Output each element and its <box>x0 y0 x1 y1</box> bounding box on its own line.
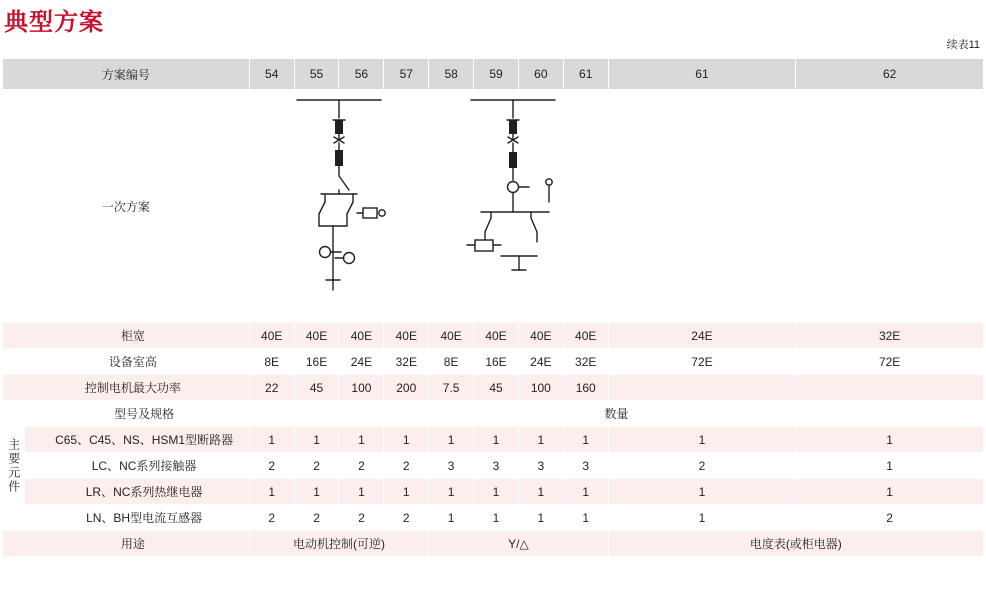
header-col-58: 58 <box>429 59 474 90</box>
circuit-diagram-reversible-motor <box>279 90 399 310</box>
cell-width-57: 40E <box>384 323 429 349</box>
cell-power-60: 100 <box>518 375 563 401</box>
cell-relay-61b: 1 <box>608 479 796 505</box>
scheme-table <box>2 58 984 557</box>
cell-ct-60: 1 <box>518 505 563 531</box>
cell-power-54: 22 <box>249 375 294 401</box>
cell-ct-59: 1 <box>474 505 519 531</box>
cell-ct-54: 2 <box>249 505 294 531</box>
cell-height-55: 16E <box>294 349 339 375</box>
primary-scheme-diagram-62 <box>796 90 984 323</box>
cell-contactor-54: 2 <box>249 453 294 479</box>
cell-breaker-54: 1 <box>249 427 294 453</box>
quantity-header: 数量 <box>249 401 983 427</box>
cell-breaker-57: 1 <box>384 427 429 453</box>
cell-height-59: 16E <box>474 349 519 375</box>
page-title: 典型方案 <box>4 9 104 36</box>
cell-breaker-60: 1 <box>518 427 563 453</box>
header-row-label: 方案编号 <box>3 59 250 90</box>
cell-relay-54: 1 <box>249 479 294 505</box>
row-label-equipment-room-height: 设备室高 <box>3 349 250 375</box>
cell-width-62: 32E <box>796 323 984 349</box>
cell-relay-55: 1 <box>294 479 339 505</box>
table-header-row <box>3 59 984 90</box>
cell-power-57: 200 <box>384 375 429 401</box>
cell-power-55: 45 <box>294 375 339 401</box>
cell-ct-62: 2 <box>796 505 984 531</box>
table-row-usage <box>3 531 984 557</box>
primary-scheme-row <box>3 90 984 323</box>
cell-relay-60: 1 <box>518 479 563 505</box>
table-row-spec-header <box>3 401 984 427</box>
cell-height-56: 24E <box>339 349 384 375</box>
row-label-breaker: C65、C45、NS、HSM1型断路器 <box>25 427 249 453</box>
cell-usage-meter: 电度表(或柜电器) <box>608 531 983 557</box>
cell-contactor-57: 2 <box>384 453 429 479</box>
primary-scheme-diagram-left <box>249 90 428 323</box>
table-row-thermal-relay <box>3 479 984 505</box>
cell-usage-star-delta: Y/△ <box>429 531 608 557</box>
table-row-max-motor-power <box>3 375 984 401</box>
cell-breaker-61b: 1 <box>608 427 796 453</box>
row-label-usage: 用途 <box>3 531 250 557</box>
cell-contactor-62: 1 <box>796 453 984 479</box>
header-col-61a: 61 <box>563 59 608 90</box>
cell-power-61a: 160 <box>563 375 608 401</box>
row-label-current-transformer: LN、BH型电流互感器 <box>25 505 249 531</box>
cell-ct-57: 2 <box>384 505 429 531</box>
cell-power-59: 45 <box>474 375 519 401</box>
cell-usage-motor-control: 电动机控制(可逆) <box>249 531 428 557</box>
component-group-label: 主要元件 <box>3 401 25 531</box>
continued-table-note: 续表11 <box>946 39 980 51</box>
cell-ct-61b: 1 <box>608 505 796 531</box>
row-label-spec: 型号及规格 <box>25 401 249 427</box>
cell-height-61a: 32E <box>563 349 608 375</box>
cell-width-58: 40E <box>429 323 474 349</box>
cell-relay-58: 1 <box>429 479 474 505</box>
cell-relay-61a: 1 <box>563 479 608 505</box>
cell-breaker-61a: 1 <box>563 427 608 453</box>
row-label-contactor: LC、NC系列接触器 <box>25 453 249 479</box>
cell-ct-55: 2 <box>294 505 339 531</box>
table-row-breaker <box>3 427 984 453</box>
cell-breaker-62: 1 <box>796 427 984 453</box>
cell-power-58: 7.5 <box>429 375 474 401</box>
cell-power-61b <box>608 375 796 401</box>
primary-scheme-diagram-61 <box>608 90 796 323</box>
cell-height-60: 24E <box>518 349 563 375</box>
header-col-55: 55 <box>294 59 339 90</box>
cell-height-54: 8E <box>249 349 294 375</box>
table-row-current-transformer <box>3 505 984 531</box>
diagram-left-wrap <box>250 90 428 322</box>
cell-relay-56: 1 <box>339 479 384 505</box>
primary-scheme-label: 一次方案 <box>3 90 250 323</box>
cell-contactor-55: 2 <box>294 453 339 479</box>
header-col-54: 54 <box>249 59 294 90</box>
row-label-cabinet-width: 柜宽 <box>3 323 250 349</box>
cell-height-62: 72E <box>796 349 984 375</box>
cell-contactor-60: 3 <box>518 453 563 479</box>
primary-scheme-diagram-middle <box>429 90 608 323</box>
header-col-62: 62 <box>796 59 984 90</box>
cell-breaker-59: 1 <box>474 427 519 453</box>
table-row-contactor <box>3 453 984 479</box>
table-row-equipment-room-height <box>3 349 984 375</box>
row-label-max-motor-power: 控制电机最大功率 <box>3 375 250 401</box>
cell-width-54: 40E <box>249 323 294 349</box>
header-col-56: 56 <box>339 59 384 90</box>
table-row-cabinet-width <box>3 323 984 349</box>
circuit-diagram-star-delta <box>453 90 583 310</box>
cell-height-61b: 72E <box>608 349 796 375</box>
cell-ct-56: 2 <box>339 505 384 531</box>
cell-width-61b: 24E <box>608 323 796 349</box>
cell-relay-59: 1 <box>474 479 519 505</box>
cell-width-59: 40E <box>474 323 519 349</box>
cell-ct-61a: 1 <box>563 505 608 531</box>
header-col-59: 59 <box>474 59 519 90</box>
header-col-61b: 61 <box>608 59 796 90</box>
cell-width-55: 40E <box>294 323 339 349</box>
header-col-60: 60 <box>518 59 563 90</box>
cell-breaker-56: 1 <box>339 427 384 453</box>
cell-power-62 <box>796 375 984 401</box>
cell-breaker-58: 1 <box>429 427 474 453</box>
cell-height-58: 8E <box>429 349 474 375</box>
cell-width-61a: 40E <box>563 323 608 349</box>
cell-width-56: 40E <box>339 323 384 349</box>
cell-breaker-55: 1 <box>294 427 339 453</box>
cell-width-60: 40E <box>518 323 563 349</box>
cell-contactor-56: 2 <box>339 453 384 479</box>
cell-contactor-59: 3 <box>474 453 519 479</box>
cell-contactor-58: 3 <box>429 453 474 479</box>
header-col-57: 57 <box>384 59 429 90</box>
cell-ct-58: 1 <box>429 505 474 531</box>
cell-contactor-61b: 2 <box>608 453 796 479</box>
cell-contactor-61a: 3 <box>563 453 608 479</box>
cell-height-57: 32E <box>384 349 429 375</box>
diagram-middle-wrap <box>429 90 607 322</box>
row-label-thermal-relay: LR、NC系列热继电器 <box>25 479 249 505</box>
cell-power-56: 100 <box>339 375 384 401</box>
cell-relay-62: 1 <box>796 479 984 505</box>
cell-relay-57: 1 <box>384 479 429 505</box>
